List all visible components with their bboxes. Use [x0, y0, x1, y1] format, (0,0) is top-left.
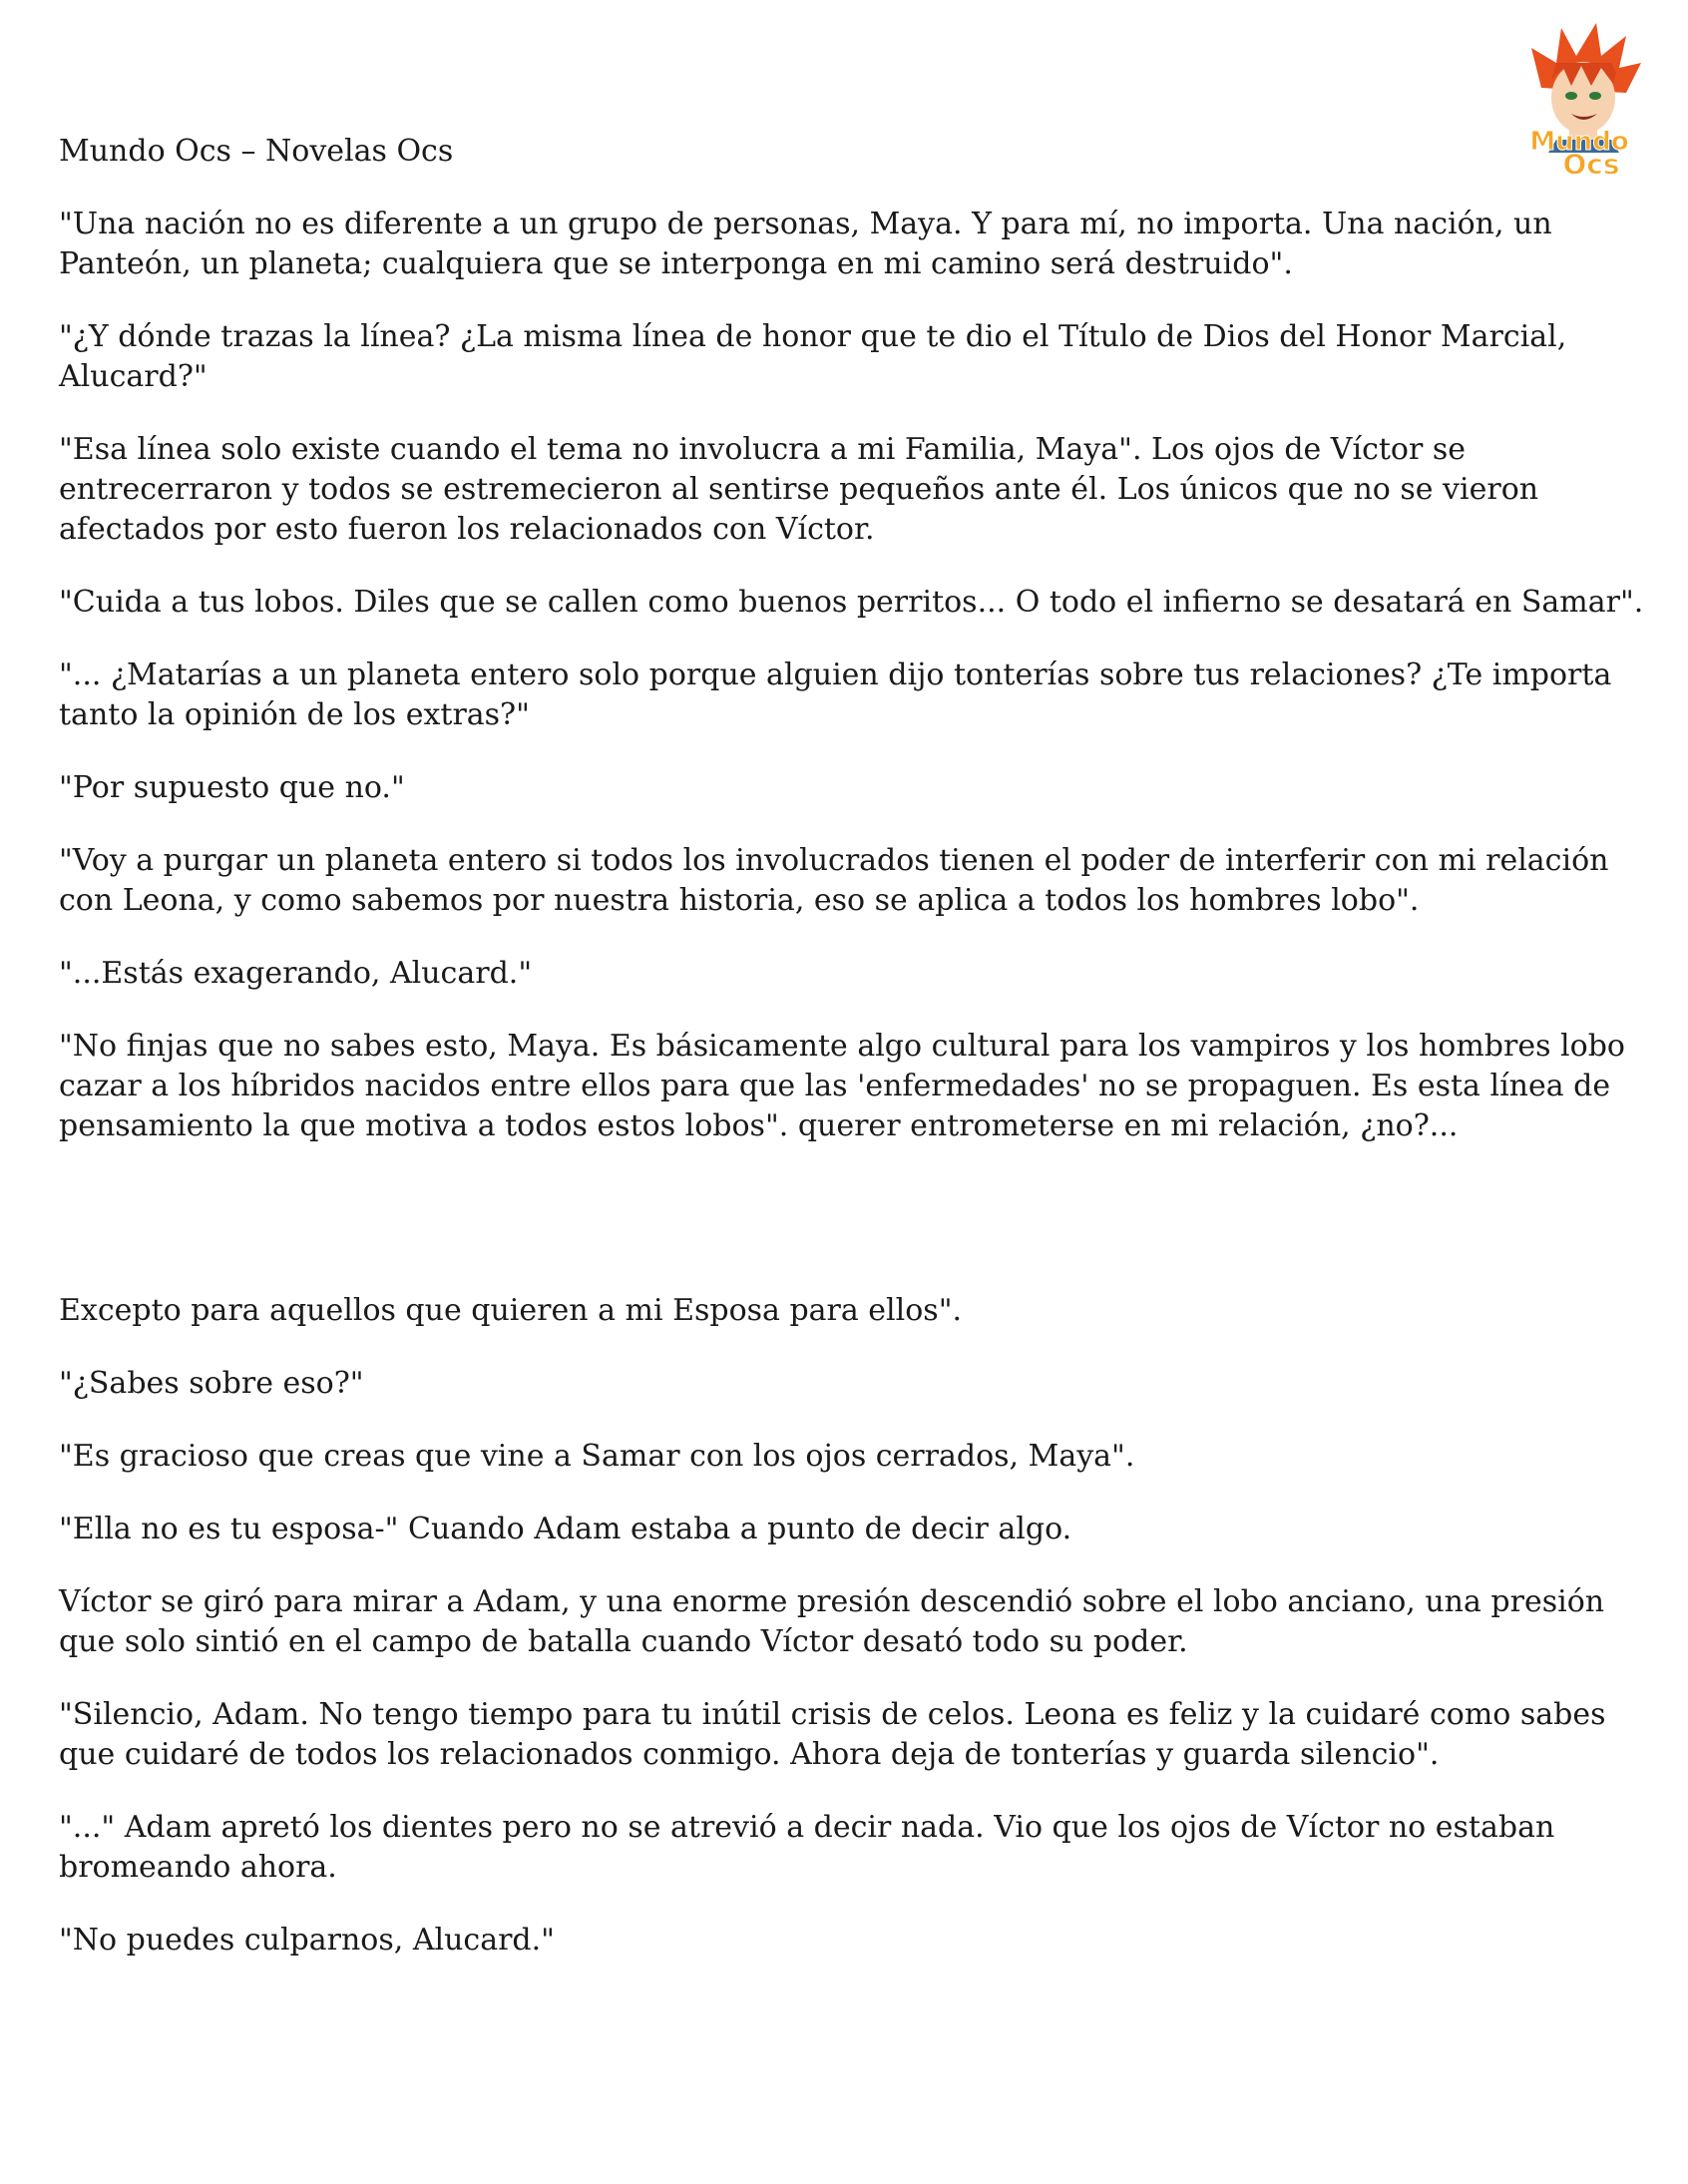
paragraph: "Ella no es tu esposa-" Cuando Adam estaba a punto de decir algo.	[59, 1512, 1072, 1546]
paragraph: Víctor se giró para mirar a Adam, y una enorme presión descendió sobre el lobo anciano, una presión que solo sintió en el campo de batalla cuando Víctor desató todo su poder.	[59, 1584, 1605, 1659]
paragraph: "Una nación no es diferente a un grupo de personas, Maya. Y para mí, no importa. Una nación, un Panteón, un planeta; cualquiera que se interponga en mi camino será destruido".	[59, 207, 1552, 281]
paragraph: "No finjas que no sabes esto, Maya. Es básicamente algo cultural para los vampiros y los hombres lobo cazar a los híbridos nacidos entre ellos para que las 'enfermedades' no se propaguen. Es esta línea de pensamiento la que motiva a todos estos lobos". querer entrometerse en mi relación, ¿no?...	[59, 1029, 1625, 1143]
paragraph-block-1	[59, 205, 1655, 1146]
paragraph: "... ¿Matarías a un planeta entero solo porque alguien dijo tonterías sobre tus relaciones? ¿Te importa tanto la opinión de los extras?"	[59, 657, 1612, 732]
paragraph: "..." Adam apretó los dientes pero no se atrevió a decir nada. Vio que los ojos de Víctor no estaban bromeando ahora.	[59, 1810, 1555, 1885]
paragraph: "Cuida a tus lobos. Diles que se callen como buenos perritos... O todo el infierno se desatará en Samar".	[59, 585, 1644, 620]
paragraph: "Es gracioso que creas que vine a Samar con los ojos cerrados, Maya".	[59, 1439, 1135, 1474]
logo-text-ocs: Ocs	[1562, 148, 1620, 178]
paragraph: Excepto para aquellos que quieren a mi Esposa para ellos".	[59, 1293, 963, 1328]
paragraph: "Por supuesto que no."	[59, 770, 405, 805]
paragraph: "¿Y dónde trazas la línea? ¿La misma línea de honor que te dio el Título de Dios del Honor Marcial, Alucard?"	[59, 319, 1567, 394]
paragraph: "...Estás exagerando, Alucard."	[59, 956, 533, 991]
paragraph: "Esa línea solo existe cuando el tema no involucra a mi Familia, Maya". Los ojos de Víctor se entrecerraron y todos se estremecieron al sentirse pequeños ante él. Los únicos que no se vieron afectados por esto fueron los relacionados con Víctor.	[59, 432, 1539, 547]
document-header: Mundo Ocs – Novelas Ocs	[59, 134, 454, 169]
paragraph: "Silencio, Adam. No tengo tiempo para tu inútil crisis de celos. Leona es feliz y la cuidaré como sabes que cuidaré de todos los relacionados conmigo. Ahora deja de tonterías y guarda silencio".	[59, 1697, 1606, 1772]
paragraph: "No puedes culparnos, Alucard."	[59, 1923, 555, 1958]
document-body	[59, 132, 1655, 1993]
paragraph: "Voy a purgar un planeta entero si todos los involucrados tienen el poder de interferir con mi relación con Leona, y como sabemos por nuestra historia, eso se aplica a todos los hombres lobo".	[59, 843, 1609, 918]
paragraph: "¿Sabes sobre eso?"	[59, 1366, 364, 1401]
blank-gap	[59, 1179, 1655, 1291]
logo-text-mundo: Mundo	[1529, 127, 1629, 157]
paragraph-block-2	[59, 1291, 1655, 1961]
